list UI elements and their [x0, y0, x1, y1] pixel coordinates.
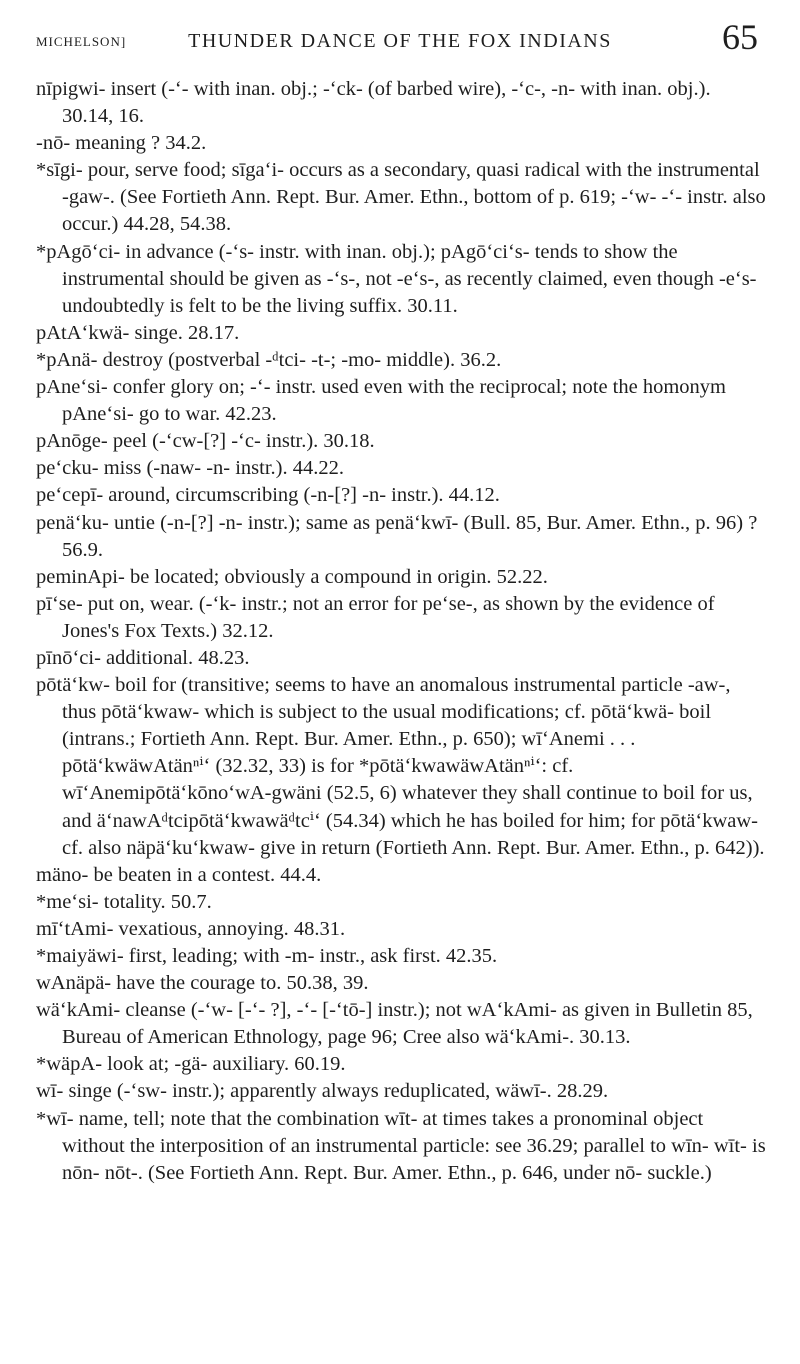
glossary-entry: wAnäpä- have the courage to. 50.38, 39. — [36, 972, 369, 995]
glossary-entry: *wäpA- look at; -gä- auxiliary. 60.19. — [36, 1053, 346, 1076]
glossary-entry: mäno- be beaten in a contest. 44.4. — [36, 863, 322, 886]
glossary-entry: peʻcepī- around, circumscribing (-n-[?] -n- instr.). 44.12. — [36, 484, 500, 507]
glossary-entry: penäʻku- untie (-n-[?] -n- instr.); same as penäʻkwī- (Bull. 85, Bur. Amer. Ethn., p. 96) ? 56.9. — [36, 511, 758, 561]
glossary-entry: *pAgōʻci- in advance (-ʻs- instr. with inan. obj.); pAgōʻciʻs- tends to show the instrumental should be given as -ʻs-, not -eʻs-, as recently claimed, even though -eʻs- undoubtedly is felt to be the living suffix. 30.11. — [36, 240, 757, 317]
glossary-entry: peʻcku- miss (-naw- -n- instr.). 44.22. — [36, 457, 345, 480]
glossary-entry: pAnōge- peel (-ʻcw-[?] -ʻc- instr.). 30.18. — [36, 430, 375, 453]
glossary-entry: wäʻkAmi- cleanse (-ʻw- [-ʻ- ?], -ʻ- [-ʻtō-] instr.); not wAʻkAmi- as given in Bulletin 85, Bureau of American Ethnology, page 96; Cree also wäʻkAmi-. 30.13. — [36, 999, 753, 1049]
glossary-entry: mīʻtAmi- vexatious, annoying. 48.31. — [36, 917, 346, 940]
running-head-title: THUNDER DANCE OF THE FOX INDIANS — [188, 30, 612, 52]
glossary-entry: *pAnä- destroy (postverbal -ᵈtci- -t-; -mo- middle). 36.2. — [36, 348, 502, 371]
page-number: 65 — [722, 17, 758, 57]
glossary-body — [36, 76, 766, 1187]
glossary-entry: *meʻsi- totality. 50.7. — [36, 890, 212, 913]
glossary-entry: *maiyäwi- first, leading; with -m- instr., ask first. 42.35. — [36, 945, 498, 967]
glossary-entry: wī- singe (-ʻsw- instr.); apparently always reduplicated, wäwī-. 28.29. — [36, 1080, 609, 1103]
glossary-entry: pīʻse- put on, wear. (-ʻk- instr.; not an error for peʻse-, as shown by the evidence of Jones's Fox Texts.) 32.12. — [36, 592, 715, 642]
glossary-entry: pAneʻsi- confer glory on; -ʻ- instr. used even with the reciprocal; note the homonym pAneʻsi- go to war. 42.23. — [36, 376, 726, 426]
glossary-entry: pAtAʻkwä- singe. 28.17. — [36, 321, 240, 344]
glossary-entry: pōtäʻkw- boil for (transitive; seems to have an anomalous instrumental particle -aw-, thus pōtäʻkwaw- which is subject to the usual modifications; cf. pōtäʻkwä- boil (intrans.; Fortieth Ann. Rept. Bur. Amer. Ethn., p. 650); wīʻAnemi . . . pōtäʻkwäwAtänⁿⁱʻ (32.32, 33) is for *pōtäʻkwawäwAtänⁿⁱʻ: cf. wīʻAnemipōtäʻkōnoʻwA-gwäni (52.5, 6) whatever they shall continue to boil for us, and äʻnawAᵈtcipōtäʻkwawäᵈtcⁱʻ (54.34) which he has boiled for him; for pōtäʻkwaw- cf. also näpäʻkuʻkwaw- give in return (Fortieth Ann. Rept. Bur. Amer. Ethn., p. 642)). — [36, 674, 765, 859]
glossary-entry: -nō- meaning ? 34.2. — [36, 132, 207, 155]
glossary-entry: *wī- name, tell; note that the combination wīt- at times takes a pronominal object without the interposition of an instrumental particle: see 36.29; parallel to wīn- wīt- is nōn- nōt-. (See Fortieth Ann. Rept. Bur. Amer. Ethn., p. 646, under nō- suckle.) — [36, 1107, 766, 1184]
page-header — [36, 0, 764, 86]
glossary-entry: peminApi- be located; obviously a compound in origin. 52.22. — [36, 565, 548, 588]
glossary-entry: nīpigwi- insert (-ʻ- with inan. obj.; -ʻck- (of barbed wire), -ʻc-, -n- with inan. obj.). 30.14, 16. — [36, 78, 711, 128]
running-head-author: MICHELSON] — [36, 34, 127, 49]
glossary-entry: pīnōʻci- additional. 48.23. — [36, 646, 250, 669]
glossary-entry: *sīgi- pour, serve food; sīgaʻi- occurs as a secondary, quasi radical with the instrumental -gaw-. (See Fortieth Ann. Rept. Bur. Amer. Ethn., bottom of p. 619; -ʻw- -ʻ- instr. also occur.) 44.28, 54.38. — [36, 159, 766, 236]
